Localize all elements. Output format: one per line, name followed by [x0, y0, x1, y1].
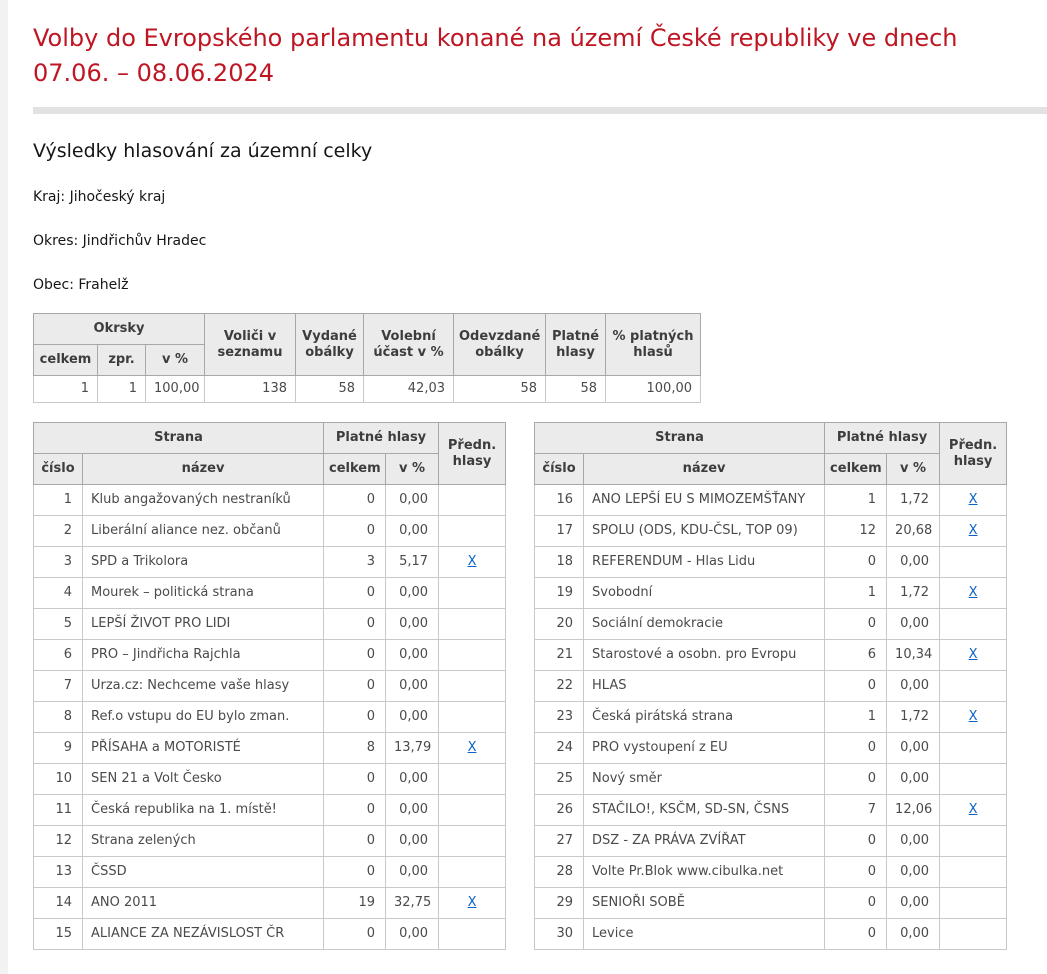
- party-pref-cell: [940, 702, 1007, 733]
- summary-pct-platnych: 100,00: [606, 376, 701, 403]
- party-votes-cell: 1: [825, 485, 887, 516]
- party-row: [535, 733, 1007, 764]
- party-percent-cell: 0,00: [386, 826, 439, 857]
- party-percent-cell: 1,72: [887, 578, 940, 609]
- party-row: [535, 826, 1007, 857]
- party-percent-cell: 0,00: [887, 826, 940, 857]
- party-row: [535, 702, 1007, 733]
- party-pref-cell: [940, 578, 1007, 609]
- party-row: [535, 671, 1007, 702]
- party-header-row-2: [34, 454, 506, 485]
- party-votes-cell: 0: [825, 733, 887, 764]
- party-number-cell: 22: [535, 671, 584, 702]
- party-name-cell: PRO vystoupení z EU: [584, 733, 825, 764]
- party-number-cell: 24: [535, 733, 584, 764]
- party-name-cell: ČSSD: [83, 857, 324, 888]
- party-row: [535, 609, 1007, 640]
- party-row: [34, 733, 506, 764]
- summary-platne: 58: [546, 376, 606, 403]
- party-row: [535, 919, 1007, 950]
- party-name-cell: Liberální aliance nez. občanů: [83, 516, 324, 547]
- party-name-cell: REFERENDUM - Hlas Lidu: [584, 547, 825, 578]
- party-percent-cell: 32,75: [386, 888, 439, 919]
- party-name-cell: Svobodní: [584, 578, 825, 609]
- party-row: [34, 795, 506, 826]
- party-pref-cell: [940, 485, 1007, 516]
- party-number-cell: 13: [34, 857, 83, 888]
- party-votes-cell: 19: [324, 888, 386, 919]
- party-table-left: [33, 422, 506, 950]
- party-pref-cell: [439, 609, 506, 640]
- summary-data-row: [34, 376, 701, 403]
- party-pref-cell: [439, 826, 506, 857]
- header-vydane-obalky: Vydané obálky: [296, 314, 364, 376]
- party-name-cell: Nový směr: [584, 764, 825, 795]
- party-pref-cell: [940, 547, 1007, 578]
- party-votes-cell: 0: [825, 888, 887, 919]
- party-number-cell: 29: [535, 888, 584, 919]
- party-percent-cell: 20,68: [887, 516, 940, 547]
- party-row: [535, 888, 1007, 919]
- party-votes-cell: 0: [825, 609, 887, 640]
- party-number-cell: 27: [535, 826, 584, 857]
- party-votes-cell: 0: [324, 640, 386, 671]
- party-number-cell: 2: [34, 516, 83, 547]
- party-row: [535, 764, 1007, 795]
- preferential-votes-link[interactable]: X: [968, 802, 978, 817]
- party-name-cell: ANO 2011: [83, 888, 324, 919]
- party-number-cell: 18: [535, 547, 584, 578]
- municipality-label: Obec: Frahelž: [33, 277, 129, 293]
- party-pref-cell: [940, 795, 1007, 826]
- party-percent-cell: 0,00: [386, 516, 439, 547]
- party-percent-cell: 0,00: [887, 671, 940, 702]
- header-volici-v-seznamu: Voliči v seznamu: [205, 314, 296, 376]
- party-name-cell: HLAS: [584, 671, 825, 702]
- summary-okrsky-celkem: 1: [34, 376, 98, 403]
- summary-okrsky-v-pct: 100,00: [146, 376, 205, 403]
- party-votes-cell: 3: [324, 547, 386, 578]
- party-percent-cell: 1,72: [887, 485, 940, 516]
- region-label: Kraj: Jihočeský kraj: [33, 189, 166, 205]
- party-name-cell: PRO – Jindřicha Rajchla: [83, 640, 324, 671]
- header-platne-hlasy: Platné hlasy: [825, 423, 940, 454]
- party-name-cell: Sociální demokracie: [584, 609, 825, 640]
- party-name-cell: Mourek – politická strana: [83, 578, 324, 609]
- preferential-votes-link[interactable]: X: [968, 709, 978, 724]
- party-number-cell: 20: [535, 609, 584, 640]
- party-percent-cell: 0,00: [887, 609, 940, 640]
- party-percent-cell: 0,00: [887, 764, 940, 795]
- party-name-cell: ANO LEPŠÍ EU S MIMOZEMŠŤANY: [584, 485, 825, 516]
- party-name-cell: DSZ - ZA PRÁVA ZVÍŘAT: [584, 826, 825, 857]
- party-row: [535, 547, 1007, 578]
- party-row: [34, 547, 506, 578]
- party-row: [535, 640, 1007, 671]
- party-name-cell: LEPŠÍ ŽIVOT PRO LIDI: [83, 609, 324, 640]
- party-number-cell: 8: [34, 702, 83, 733]
- party-row: [535, 578, 1007, 609]
- party-percent-cell: 0,00: [386, 795, 439, 826]
- summary-table: [33, 313, 701, 403]
- party-votes-cell: 0: [825, 857, 887, 888]
- party-name-cell: Urza.cz: Nechceme vaše hlasy: [83, 671, 324, 702]
- party-name-cell: Starostové a osobn. pro Evropu: [584, 640, 825, 671]
- party-row: [34, 578, 506, 609]
- party-votes-cell: 0: [825, 764, 887, 795]
- party-number-cell: 4: [34, 578, 83, 609]
- header-platne-hlasy: Platné hlasy: [546, 314, 606, 376]
- party-name-cell: STAČILO!, KSČM, SD-SN, ČSNS: [584, 795, 825, 826]
- party-pref-cell: [439, 640, 506, 671]
- party-name-cell: Klub angažovaných nestraníků: [83, 485, 324, 516]
- party-pref-cell: [439, 764, 506, 795]
- party-votes-cell: 0: [324, 485, 386, 516]
- header-okrsky-zpr: zpr.: [98, 345, 146, 376]
- party-votes-cell: 12: [825, 516, 887, 547]
- party-votes-cell: 0: [825, 671, 887, 702]
- party-pref-cell: [439, 485, 506, 516]
- party-votes-cell: 0: [324, 609, 386, 640]
- party-row: [34, 826, 506, 857]
- district-label: Okres: Jindřichův Hradec: [33, 233, 207, 249]
- party-pref-cell: [940, 671, 1007, 702]
- party-name-cell: SEN 21 a Volt Česko: [83, 764, 324, 795]
- party-number-cell: 21: [535, 640, 584, 671]
- party-pref-cell: [439, 888, 506, 919]
- header-strana: Strana: [34, 423, 324, 454]
- party-row: [34, 888, 506, 919]
- party-percent-cell: 12,06: [887, 795, 940, 826]
- party-pref-cell: [940, 640, 1007, 671]
- preferential-votes-link[interactable]: X: [968, 585, 978, 600]
- preferential-votes-link[interactable]: X: [467, 895, 477, 910]
- party-percent-cell: 0,00: [386, 485, 439, 516]
- header-pct-platnych-hlasu: % platných hlasů: [606, 314, 701, 376]
- party-tables-container: [33, 422, 1047, 950]
- party-percent-cell: 0,00: [386, 702, 439, 733]
- party-number-cell: 10: [34, 764, 83, 795]
- party-row: [34, 857, 506, 888]
- header-volebni-ucast: Volební účast v %: [364, 314, 454, 376]
- summary-header-row-1: [34, 314, 701, 345]
- header-okrsky-celkem: celkem: [34, 345, 98, 376]
- party-name-cell: Ref.o vstupu do EU bylo zman.: [83, 702, 324, 733]
- party-row: [34, 702, 506, 733]
- summary-volici: 138: [205, 376, 296, 403]
- party-header-row-1: [535, 423, 1007, 454]
- header-odevzdane-obalky: Odevzdané obálky: [454, 314, 546, 376]
- party-percent-cell: 0,00: [386, 919, 439, 950]
- party-name-cell: Levice: [584, 919, 825, 950]
- preferential-votes-link[interactable]: X: [968, 647, 978, 662]
- page-title: Volby do Evropského parlamentu konané na území České republiky ve dnech 07.06. – 08.06.2024: [33, 24, 958, 87]
- party-row: [535, 485, 1007, 516]
- party-name-cell: SENIOŘI SOBĚ: [584, 888, 825, 919]
- party-number-cell: 19: [535, 578, 584, 609]
- header-celkem: celkem: [825, 454, 887, 485]
- header-platne-hlasy: Platné hlasy: [324, 423, 439, 454]
- header-celkem: celkem: [324, 454, 386, 485]
- party-votes-cell: 0: [324, 857, 386, 888]
- party-number-cell: 1: [34, 485, 83, 516]
- party-percent-cell: 0,00: [887, 888, 940, 919]
- header-predn-hlasy: Předn. hlasy: [439, 423, 506, 485]
- party-percent-cell: 0,00: [887, 547, 940, 578]
- party-number-cell: 12: [34, 826, 83, 857]
- party-row: [34, 919, 506, 950]
- party-pref-cell: [940, 733, 1007, 764]
- party-votes-cell: 1: [825, 702, 887, 733]
- party-votes-cell: 0: [324, 919, 386, 950]
- preferential-votes-link[interactable]: X: [467, 554, 477, 569]
- party-pref-cell: [940, 919, 1007, 950]
- party-number-cell: 30: [535, 919, 584, 950]
- header-predn-hlasy: Předn. hlasy: [940, 423, 1007, 485]
- party-row: [535, 516, 1007, 547]
- party-pref-cell: [439, 702, 506, 733]
- summary-okrsky-zpr: 1: [98, 376, 146, 403]
- party-name-cell: Česká republika na 1. místě!: [83, 795, 324, 826]
- party-votes-cell: 0: [324, 578, 386, 609]
- header-nazev: název: [83, 454, 324, 485]
- party-number-cell: 17: [535, 516, 584, 547]
- party-row: [34, 516, 506, 547]
- party-pref-cell: [940, 826, 1007, 857]
- party-percent-cell: 0,00: [386, 640, 439, 671]
- party-row: [34, 640, 506, 671]
- party-number-cell: 3: [34, 547, 83, 578]
- party-name-cell: Česká pirátská strana: [584, 702, 825, 733]
- party-pref-cell: [940, 857, 1007, 888]
- party-number-cell: 15: [34, 919, 83, 950]
- party-pref-cell: [940, 609, 1007, 640]
- header-okrsky: Okrsky: [34, 314, 205, 345]
- party-number-cell: 6: [34, 640, 83, 671]
- party-number-cell: 11: [34, 795, 83, 826]
- party-percent-cell: 0,00: [386, 609, 439, 640]
- summary-ucast: 42,03: [364, 376, 454, 403]
- party-percent-cell: 10,34: [887, 640, 940, 671]
- preferential-votes-link[interactable]: X: [968, 523, 978, 538]
- party-pref-cell: [439, 547, 506, 578]
- party-number-cell: 16: [535, 485, 584, 516]
- header-strana: Strana: [535, 423, 825, 454]
- header-v-pct: v %: [386, 454, 439, 485]
- preferential-votes-link[interactable]: X: [467, 740, 477, 755]
- party-percent-cell: 1,72: [887, 702, 940, 733]
- party-number-cell: 23: [535, 702, 584, 733]
- section-title: Výsledky hlasování za územní celky: [33, 140, 373, 162]
- party-percent-cell: 13,79: [386, 733, 439, 764]
- party-votes-cell: 8: [324, 733, 386, 764]
- party-percent-cell: 0,00: [887, 857, 940, 888]
- party-number-cell: 7: [34, 671, 83, 702]
- party-pref-cell: [439, 671, 506, 702]
- party-row: [34, 764, 506, 795]
- header-cislo: číslo: [535, 454, 584, 485]
- party-percent-cell: 5,17: [386, 547, 439, 578]
- party-number-cell: 25: [535, 764, 584, 795]
- party-percent-cell: 0,00: [386, 671, 439, 702]
- party-number-cell: 14: [34, 888, 83, 919]
- summary-vydane: 58: [296, 376, 364, 403]
- party-pref-cell: [439, 857, 506, 888]
- party-number-cell: 5: [34, 609, 83, 640]
- party-percent-cell: 0,00: [386, 578, 439, 609]
- party-row: [535, 795, 1007, 826]
- party-header-row-2: [535, 454, 1007, 485]
- party-votes-cell: 1: [825, 578, 887, 609]
- party-name-cell: SPOLU (ODS, KDU-ČSL, TOP 09): [584, 516, 825, 547]
- party-votes-cell: 0: [324, 795, 386, 826]
- party-name-cell: Strana zelených: [83, 826, 324, 857]
- summary-odevzdane: 58: [454, 376, 546, 403]
- header-okrsky-v-pct: v %: [146, 345, 205, 376]
- party-name-cell: PŘÍSAHA a MOTORISTÉ: [83, 733, 324, 764]
- party-votes-cell: 0: [324, 516, 386, 547]
- party-votes-cell: 0: [324, 764, 386, 795]
- party-pref-cell: [439, 733, 506, 764]
- party-percent-cell: 0,00: [887, 733, 940, 764]
- party-number-cell: 26: [535, 795, 584, 826]
- party-pref-cell: [940, 516, 1007, 547]
- header-v-pct: v %: [887, 454, 940, 485]
- party-name-cell: SPD a Trikolora: [83, 547, 324, 578]
- party-number-cell: 28: [535, 857, 584, 888]
- party-percent-cell: 0,00: [386, 857, 439, 888]
- party-name-cell: ALIANCE ZA NEZÁVISLOST ČR: [83, 919, 324, 950]
- party-row: [34, 485, 506, 516]
- party-row: [34, 609, 506, 640]
- party-votes-cell: 0: [324, 671, 386, 702]
- party-votes-cell: 0: [324, 826, 386, 857]
- party-pref-cell: [439, 795, 506, 826]
- party-header-row-1: [34, 423, 506, 454]
- header-nazev: název: [584, 454, 825, 485]
- party-pref-cell: [439, 516, 506, 547]
- party-votes-cell: 0: [825, 919, 887, 950]
- party-pref-cell: [940, 888, 1007, 919]
- main-content: [33, 0, 1047, 950]
- party-votes-cell: 7: [825, 795, 887, 826]
- preferential-votes-link[interactable]: X: [968, 492, 978, 507]
- party-row: [535, 857, 1007, 888]
- party-percent-cell: 0,00: [887, 919, 940, 950]
- party-pref-cell: [439, 578, 506, 609]
- party-votes-cell: 0: [324, 702, 386, 733]
- party-votes-cell: 0: [825, 547, 887, 578]
- party-number-cell: 9: [34, 733, 83, 764]
- party-votes-cell: 6: [825, 640, 887, 671]
- party-votes-cell: 0: [825, 826, 887, 857]
- page-edge-strip: [0, 0, 8, 974]
- title-divider: [33, 107, 1047, 114]
- header-cislo: číslo: [34, 454, 83, 485]
- party-table-right: [534, 422, 1007, 950]
- party-row: [34, 671, 506, 702]
- party-pref-cell: [940, 764, 1007, 795]
- party-name-cell: Volte Pr.Blok www.cibulka.net: [584, 857, 825, 888]
- party-percent-cell: 0,00: [386, 764, 439, 795]
- party-pref-cell: [439, 919, 506, 950]
